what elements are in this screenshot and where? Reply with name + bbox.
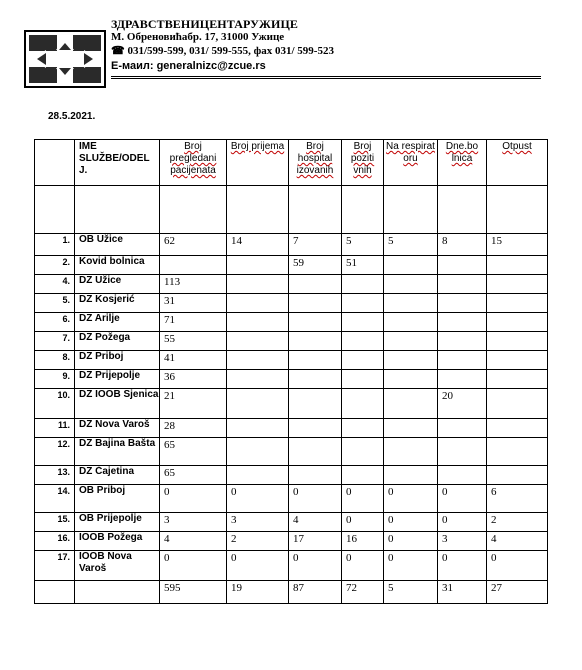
cell-value: 71 (160, 313, 227, 332)
cell-value: 0 (160, 551, 227, 581)
service-name: OB Priboj (75, 485, 160, 513)
cell-value (342, 294, 384, 313)
cell-value (227, 419, 289, 438)
cell-value (384, 389, 438, 419)
column-header: Na respirat oru (384, 140, 438, 186)
cell-value: 20 (438, 389, 487, 419)
cell-value (227, 275, 289, 294)
cell-value (342, 351, 384, 370)
cell-value: 0 (384, 532, 438, 551)
cell-value: 31 (160, 294, 227, 313)
cell-value (438, 351, 487, 370)
cell-value: 4 (487, 532, 548, 551)
row-number: 6. (35, 313, 75, 332)
cell-value (487, 370, 548, 389)
cell-value (487, 256, 548, 275)
table-row (35, 513, 548, 532)
cell-value (227, 351, 289, 370)
cell-value (487, 438, 548, 466)
cell-value: 0 (342, 485, 384, 513)
cell-value: 2 (487, 513, 548, 532)
table-row (35, 313, 548, 332)
totals-row (35, 581, 548, 604)
cell-value (438, 294, 487, 313)
cell-value: 5 (342, 234, 384, 256)
report-table (34, 139, 548, 604)
cell-value (487, 294, 548, 313)
row-number: 4. (35, 275, 75, 294)
cell-value: 0 (384, 551, 438, 581)
cell-value (384, 466, 438, 485)
cell-value (289, 294, 342, 313)
cell-value: 5 (384, 234, 438, 256)
table-row (35, 466, 548, 485)
cell-value: 0 (342, 551, 384, 581)
cell-value: 4 (289, 513, 342, 532)
cell-value: 4 (160, 532, 227, 551)
row-number: 10. (35, 389, 75, 419)
cell-value (487, 466, 548, 485)
total-value: 19 (227, 581, 289, 604)
cell-value: 0 (289, 485, 342, 513)
row-number: 5. (35, 294, 75, 313)
cell-value: 2 (227, 532, 289, 551)
cell-value: 16 (342, 532, 384, 551)
cell-value (438, 419, 487, 438)
cell-value (289, 332, 342, 351)
total-value: 31 (438, 581, 487, 604)
cell-value: 8 (438, 234, 487, 256)
header-num-cell (35, 140, 75, 186)
cell-value: 0 (438, 485, 487, 513)
table-row (35, 485, 548, 513)
service-name: DZ Požega (75, 332, 160, 351)
column-header: Dne.bo lnica (438, 140, 487, 186)
cell-value (384, 370, 438, 389)
cell-value (487, 419, 548, 438)
cell-value (289, 438, 342, 466)
cell-value (384, 294, 438, 313)
table-row (35, 419, 548, 438)
service-name: DZ Priboj (75, 351, 160, 370)
cell-value: 62 (160, 234, 227, 256)
cell-value: 65 (160, 438, 227, 466)
column-header: Broj poziti vnih (342, 140, 384, 186)
total-value: 5 (384, 581, 438, 604)
cell-value (438, 370, 487, 389)
service-name: OB Prijepolje (75, 513, 160, 532)
cell-value: 17 (289, 532, 342, 551)
cell-value (227, 370, 289, 389)
cell-value: 0 (227, 551, 289, 581)
blank-row (35, 186, 548, 234)
cell-value: 55 (160, 332, 227, 351)
cell-value (438, 332, 487, 351)
cell-value (487, 332, 548, 351)
cell-value: 3 (227, 513, 289, 532)
cell-value (342, 313, 384, 332)
cell-value (384, 419, 438, 438)
cell-value: 14 (227, 234, 289, 256)
org-address: М. Обреновићабр. 17, 31000 Ужице (111, 31, 285, 43)
cell-value: 0 (384, 513, 438, 532)
row-number: 14. (35, 485, 75, 513)
cell-value: 21 (160, 389, 227, 419)
service-name: DZ Prijepolje (75, 370, 160, 389)
report-date: 28.5.2021. (48, 111, 96, 122)
cell-value (438, 466, 487, 485)
cell-value: 7 (289, 234, 342, 256)
cell-value: 0 (342, 513, 384, 532)
cell-value: 0 (487, 551, 548, 581)
cell-value (289, 351, 342, 370)
cell-value (384, 313, 438, 332)
cell-value (342, 275, 384, 294)
cell-value (289, 466, 342, 485)
table-row (35, 294, 548, 313)
cell-value (342, 419, 384, 438)
cell-value (438, 313, 487, 332)
cell-value (342, 370, 384, 389)
org-phone: ☎ 031/599-599, 031/ 599-555, фах 031/ 599-523 (111, 45, 334, 57)
cell-value (227, 256, 289, 275)
cell-value (342, 332, 384, 351)
cell-value: 28 (160, 419, 227, 438)
cell-value (227, 438, 289, 466)
cell-value (384, 332, 438, 351)
table-row (35, 234, 548, 256)
table-row (35, 370, 548, 389)
table-row (35, 256, 548, 275)
service-name: IOOB Nova Varoš (75, 551, 160, 581)
table-row (35, 532, 548, 551)
column-header: Otpust (487, 140, 548, 186)
cell-value: 3 (438, 532, 487, 551)
cell-value (289, 389, 342, 419)
cell-value: 41 (160, 351, 227, 370)
service-name: DZ Užice (75, 275, 160, 294)
row-number: 2. (35, 256, 75, 275)
row-number: 11. (35, 419, 75, 438)
cell-value: 0 (160, 485, 227, 513)
cell-value: 0 (384, 485, 438, 513)
row-number: 9. (35, 370, 75, 389)
cell-value: 51 (342, 256, 384, 275)
row-number: 12. (35, 438, 75, 466)
cell-value (227, 466, 289, 485)
cell-value: 3 (160, 513, 227, 532)
cell-value (438, 256, 487, 275)
cell-value (289, 313, 342, 332)
cell-value: 59 (289, 256, 342, 275)
cell-value (289, 370, 342, 389)
cell-value (487, 275, 548, 294)
cell-value (438, 438, 487, 466)
cell-value (289, 419, 342, 438)
table-row (35, 551, 548, 581)
health-center-logo (24, 30, 106, 88)
org-email: E-маил: generalnizc@zcue.rs (111, 60, 266, 72)
service-name: DZ Kosjerić (75, 294, 160, 313)
service-name: IOOB Požega (75, 532, 160, 551)
cell-value (438, 275, 487, 294)
cell-value (227, 332, 289, 351)
cell-value (342, 389, 384, 419)
total-value: 87 (289, 581, 342, 604)
cell-value: 36 (160, 370, 227, 389)
cell-value (227, 294, 289, 313)
cell-value (160, 256, 227, 275)
cell-value (227, 389, 289, 419)
column-header: Broj prijema (227, 140, 289, 186)
row-number: 1. (35, 234, 75, 256)
table-row (35, 332, 548, 351)
cell-value: 113 (160, 275, 227, 294)
service-name: DZ Nova Varoš (75, 419, 160, 438)
row-number: 17. (35, 551, 75, 581)
cell-value (487, 389, 548, 419)
service-name: DZ Arilje (75, 313, 160, 332)
row-number: 15. (35, 513, 75, 532)
column-header: IME SLUŽBE/ODEL J. (75, 140, 160, 186)
cell-value: 0 (289, 551, 342, 581)
cell-value (487, 351, 548, 370)
cell-value (289, 275, 342, 294)
row-number: 8. (35, 351, 75, 370)
cell-value: 65 (160, 466, 227, 485)
cell-value (384, 438, 438, 466)
service-name: DZ IOOB Sjenica (75, 389, 160, 419)
cell-value: 6 (487, 485, 548, 513)
cell-value (342, 438, 384, 466)
cell-value (487, 313, 548, 332)
cell-value: 15 (487, 234, 548, 256)
table-row (35, 275, 548, 294)
cell-value (342, 466, 384, 485)
header-divider (111, 76, 541, 77)
cell-value (384, 256, 438, 275)
cell-value: 0 (438, 551, 487, 581)
total-value: 595 (160, 581, 227, 604)
table-row (35, 389, 548, 419)
cell-value (384, 275, 438, 294)
service-name: DZ Bajina Bašta (75, 438, 160, 466)
column-header: Broj hospital izovanih (289, 140, 342, 186)
total-value: 72 (342, 581, 384, 604)
column-header: Broj pregledani pacijenata (160, 140, 227, 186)
cell-value: 0 (227, 485, 289, 513)
cell-value (384, 351, 438, 370)
header-divider (111, 78, 541, 79)
cell-value: 0 (438, 513, 487, 532)
row-number: 13. (35, 466, 75, 485)
service-name: DZ Čajetina (75, 466, 160, 485)
service-name: Kovid bolnica (75, 256, 160, 275)
org-name: ЗДРАВСТВЕНИЦЕНТАРУЖИЦЕ (111, 17, 298, 31)
total-value: 27 (487, 581, 548, 604)
table-row (35, 351, 548, 370)
service-name: OB Užice (75, 234, 160, 256)
row-number: 16. (35, 532, 75, 551)
cell-value (227, 313, 289, 332)
row-number: 7. (35, 332, 75, 351)
table-row (35, 438, 548, 466)
